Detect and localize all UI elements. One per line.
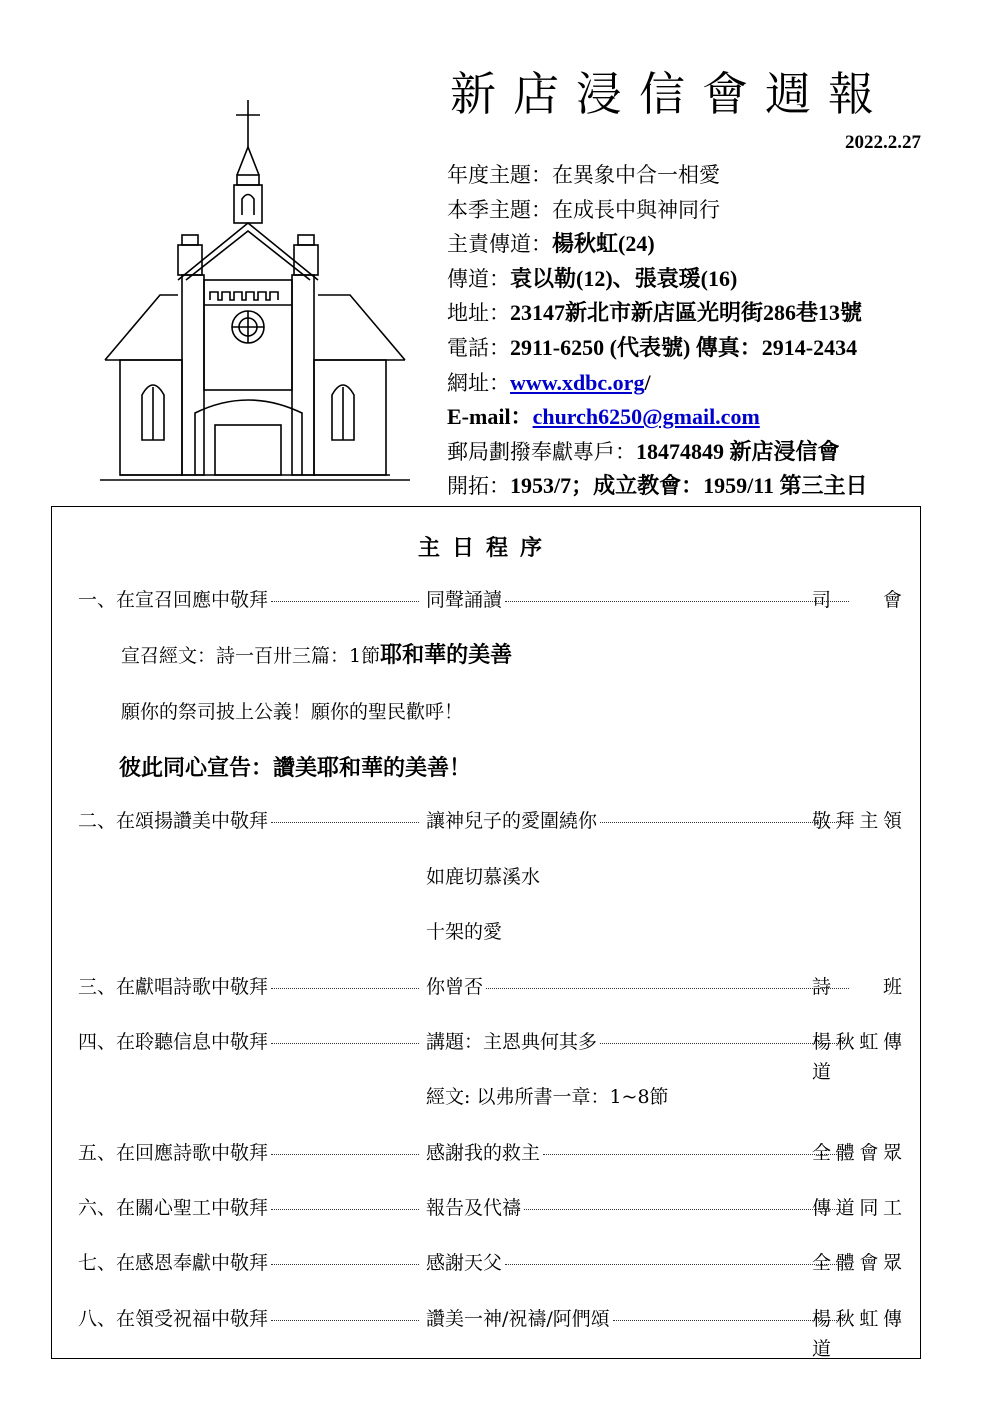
song-3: 十架的愛 xyxy=(426,921,503,943)
program-heading: 主日程序 xyxy=(417,535,554,561)
senior-pastor xyxy=(447,227,868,262)
season-theme xyxy=(447,193,868,228)
scripture: 經文: 以弗所書一章：1~8節 xyxy=(426,1086,669,1108)
email-link[interactable]: church6250@gmail.com xyxy=(532,404,760,430)
declaration: 彼此同心宣告：讚美耶和華的美善！ xyxy=(119,755,472,781)
call-to-worship-prefix: 宣召經文：詩一百卅三篇：1節 xyxy=(121,645,381,667)
program-content: 讚美一神/祝禱/阿們頌 xyxy=(426,1308,610,1330)
address-label: 地址： xyxy=(447,301,510,326)
call-to-worship xyxy=(121,638,512,669)
program-section: 二、在頌揚讚美中敬拜 xyxy=(78,810,269,832)
church-info xyxy=(447,158,868,504)
program-content: 報告及代禱 xyxy=(426,1197,522,1219)
program-section: 六、在關心聖工中敬拜 xyxy=(78,1197,269,1219)
annual-theme-label: 年度主題： xyxy=(447,163,552,187)
postal-value: 18474849 新店浸信會 xyxy=(636,438,840,464)
phone-value: 2911-6250 (代表號) 傳真：2914-2434 xyxy=(510,334,858,360)
program-section: 八、在領受祝福中敬拜 xyxy=(78,1308,269,1330)
program-row xyxy=(78,1304,902,1360)
senior-pastor-value: 楊秋虹(24) xyxy=(552,231,655,257)
program-person: 詩班 xyxy=(812,976,902,998)
program-content: 你曾否 xyxy=(426,976,484,998)
program-row xyxy=(78,1248,902,1278)
program-person: 敬拜主領 xyxy=(812,810,902,832)
program-row xyxy=(78,1138,902,1168)
program-person: 傳道同工 xyxy=(812,1197,902,1219)
phone xyxy=(447,331,868,366)
program-row xyxy=(78,1027,902,1083)
program-person: 楊秋虹傳道 xyxy=(812,1308,902,1360)
song-2: 如鹿切慕溪水 xyxy=(426,866,541,888)
senior-pastor-label: 主責傳道： xyxy=(447,232,552,257)
program-row xyxy=(78,585,902,615)
postal-account xyxy=(447,435,868,470)
founded xyxy=(447,469,868,504)
phone-label: 電話： xyxy=(447,335,510,360)
program-content: 感謝我的救主 xyxy=(426,1142,541,1164)
program-section: 三、在獻唱詩歌中敬拜 xyxy=(78,976,269,998)
annual-theme-value: 在異象中合一相愛 xyxy=(552,163,720,187)
program-content: 讓神兒子的愛圍繞你 xyxy=(426,810,598,832)
annual-theme xyxy=(447,158,868,193)
address-value: 23147新北市新店區光明街286巷13號 xyxy=(510,300,863,326)
website xyxy=(447,366,868,401)
program-person: 全體會眾 xyxy=(812,1252,902,1274)
bulletin-title: 新店浸信會週報 xyxy=(450,67,891,121)
program-person: 全體會眾 xyxy=(812,1142,902,1164)
program-content: 同聲誦讀 xyxy=(426,589,503,611)
founded-value: 1953/7；成立教會：1959/11 第三主日 xyxy=(510,473,868,499)
preachers-value: 袁以勒(12)、張袁瑗(16) xyxy=(510,265,738,291)
postal-label: 郵局劃撥奉獻專戶： xyxy=(447,439,636,464)
church-illustration xyxy=(100,95,410,490)
program-box xyxy=(51,506,921,1359)
call-to-worship-title: 耶和華的美善 xyxy=(380,642,513,668)
program-section: 四、在聆聽信息中敬拜 xyxy=(78,1031,269,1053)
program-content: 感謝天父 xyxy=(426,1252,503,1274)
program-person: 司會 xyxy=(812,589,902,611)
website-suffix: / xyxy=(644,369,651,395)
program-section: 五、在回應詩歌中敬拜 xyxy=(78,1142,269,1164)
preachers xyxy=(447,262,868,297)
address xyxy=(447,296,868,331)
website-label: 網址： xyxy=(447,370,510,395)
program-person: 楊秋虹傳道 xyxy=(812,1031,902,1083)
founded-label: 開拓： xyxy=(447,474,510,499)
season-theme-value: 在成長中與神同行 xyxy=(552,197,720,222)
program-row xyxy=(78,1193,902,1223)
program-section: 一、在宣召回應中敬拜 xyxy=(78,589,269,611)
call-to-worship-text: 願你的祭司披上公義！願你的聖民歡呼！ xyxy=(121,701,464,723)
website-link[interactable]: www.xdbc.org xyxy=(510,369,645,395)
program-content: 講題：主恩典何其多 xyxy=(426,1031,598,1053)
email xyxy=(447,400,868,435)
season-theme-label: 本季主題： xyxy=(447,197,552,222)
email-label: E-mail： xyxy=(447,404,533,430)
program-section: 七、在感恩奉獻中敬拜 xyxy=(78,1252,269,1274)
program-row xyxy=(78,806,902,836)
bulletin-date: 2022.2.27 xyxy=(845,132,921,153)
preachers-label: 傳道： xyxy=(447,266,510,291)
program-row xyxy=(78,972,902,1002)
